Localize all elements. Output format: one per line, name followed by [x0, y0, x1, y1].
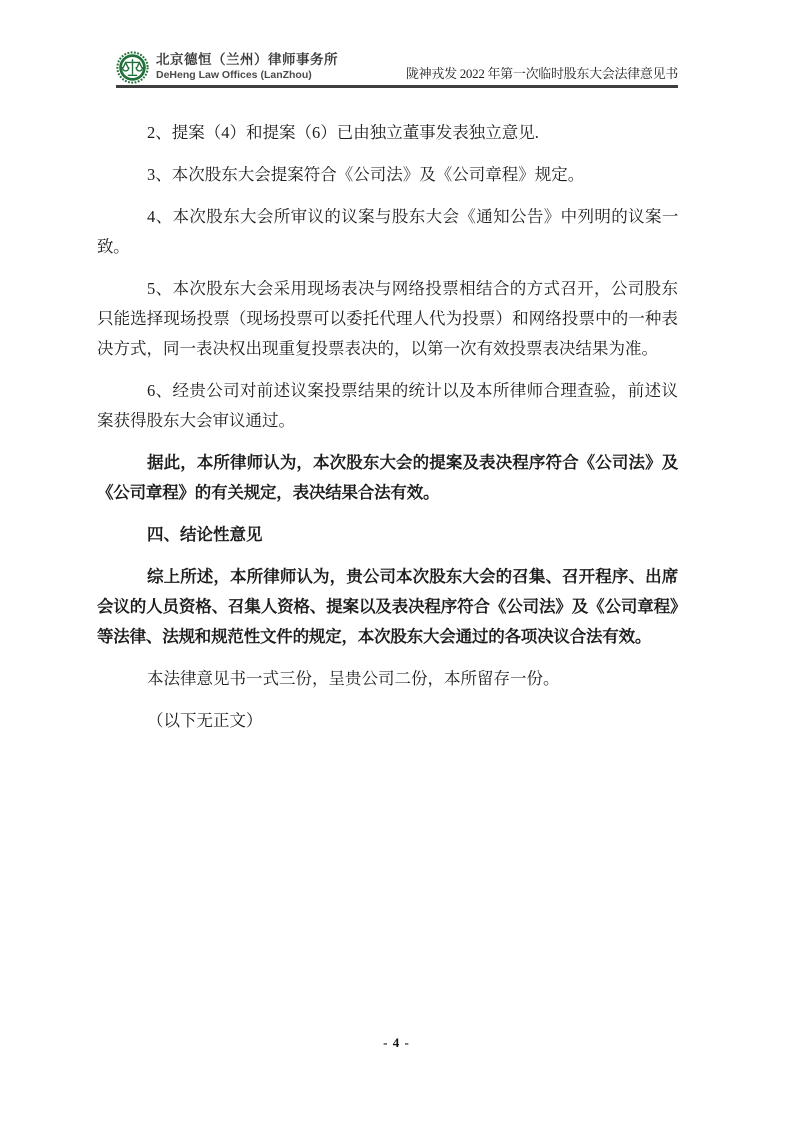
page-number: - 4 -: [383, 1035, 410, 1050]
paragraph-closing-note: （以下无正文）: [147, 711, 263, 730]
brand-names: [156, 53, 338, 81]
document-header: [0, 0, 793, 88]
section-heading-conclusive-opinion: 四、结论性意见: [147, 526, 263, 544]
paragraph-item-6: 6、经贵公司对前述议案投票结果的统计以及本所律师合理查验，前述议案获得股东大会审议通过。: [97, 381, 678, 430]
paragraph-basis-conclusion: 据此，本所律师认为，本次股东大会的提案及表决程序符合《公司法》及《公司章程》的有关规定，表决结果合法有效。: [97, 454, 678, 502]
paragraph-item-2: 2、提案（4）和提案（6）已由独立董事发表独立意见.: [147, 123, 539, 142]
scales-of-justice-seal-icon: [116, 51, 149, 84]
law-firm-brand: [116, 51, 338, 84]
paragraph-item-5: 5、本次股东大会采用现场表决与网络投票相结合的方式召开，公司股东只能选择现场投票（现场投票可以委托代理人代为投票）和网络投票中的一种表决方式，同一表决权出现重复投票表决的，以第一次有效投票表决结果为准。: [97, 279, 678, 358]
header-row: [116, 51, 678, 84]
paragraph-final-conclusion: 综上所述，本所律师认为，贵公司本次股东大会的召集、召开程序、出席会议的人员资格、召集人资格、提案以及表决程序符合《公司法》及《公司章程》等法律、法规和规范性文件的规定，本次股东大会通过的各项决议合法有效。: [97, 568, 678, 646]
paragraph-item-4: 4、本次股东大会所审议的议案与股东大会《通知公告》中列明的议案一致。: [97, 207, 678, 256]
paragraph-copies: 本法律意见书一式三份，呈贵公司二份，本所留存一份。: [147, 669, 560, 688]
header-inner: [116, 51, 678, 88]
document-body: [0, 88, 793, 736]
paragraph-item-3: 3、本次股东大会提案符合《公司法》及《公司章程》规定。: [147, 165, 585, 184]
firm-name-english: DeHeng Law Offices (LanZhou): [156, 69, 312, 82]
document-title: 陇神戎发 2022 年第一次临时股东大会法律意见书: [405, 66, 678, 81]
firm-name-chinese: 北京德恒（兰州）律师事务所: [156, 52, 338, 68]
